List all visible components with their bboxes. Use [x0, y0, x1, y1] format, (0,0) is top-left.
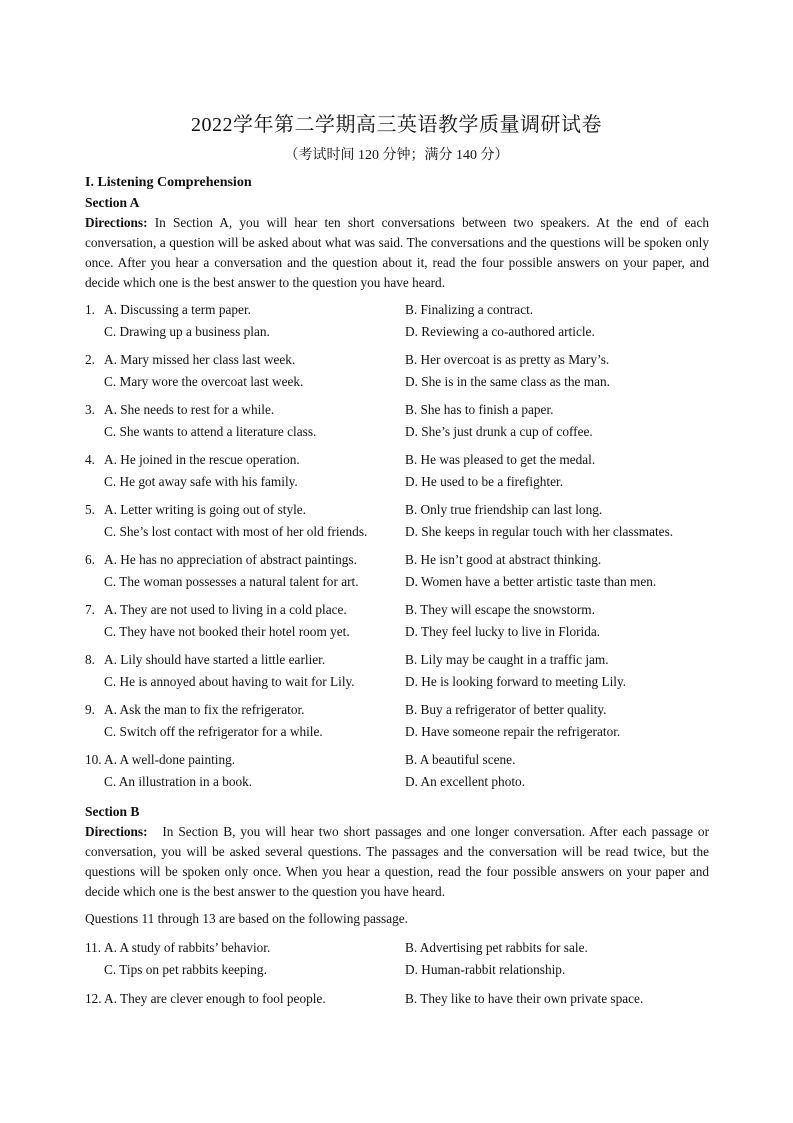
option-b: B. Advertising pet rabbits for sale.: [405, 940, 588, 955]
option-c: C. The woman possesses a natural talent for art.: [104, 574, 359, 589]
option-b: B. He was pleased to get the medal.: [405, 452, 596, 467]
option-c: C. He got away safe with his family.: [104, 474, 298, 489]
option-d: D. She is in the same class as the man.: [405, 374, 610, 389]
option-a: A. Mary missed her class last week.: [104, 352, 296, 367]
option-d: D. She keeps in regular touch with her classmates.: [405, 524, 674, 539]
option-a: A. Letter writing is going out of style.: [104, 502, 307, 517]
question-number: 2.: [85, 352, 95, 367]
option-a: A. He has no appreciation of abstract paintings.: [104, 552, 357, 567]
option-b: B. Finalizing a contract.: [405, 302, 534, 317]
question-number: 6.: [85, 552, 95, 567]
question-number: 5.: [85, 502, 95, 517]
option-d: D. Have someone repair the refrigerator.: [405, 724, 621, 739]
directions-label: Directions:: [85, 215, 148, 230]
question-number: 8.: [85, 652, 95, 667]
directions-text: In Section A, you will hear ten short conversations between two speakers. At the end of each conversation, a question will be asked about what was said. The conversations and the questions will be spoken only once. After you hear a conversation and the question about it, read the four possible answers on your paper, and decide which one is the best answer to the question you have heard.: [85, 215, 709, 290]
directions-text: In Section B, you will hear two short passages and one longer conversation. After each passage or conversation, you will be asked several questions. The passages and the conversation will be read twice, but the questions will be spoken only once. When you hear a question, read the four possible answers on your paper and decide which one is the best answer to the question you have heard.: [85, 824, 713, 899]
option-b: B. A beautiful scene.: [405, 752, 516, 767]
option-c: C. They have not booked their hotel room yet.: [104, 624, 350, 639]
option-b: B. Lily may be caught in a traffic jam.: [405, 652, 609, 667]
option-a: A. A study of rabbits’ behavior.: [104, 940, 271, 955]
question-number: 4.: [85, 452, 95, 467]
option-d: D. He used to be a firefighter.: [405, 474, 564, 489]
question-number: 11.: [85, 940, 102, 955]
option-d: D. He is looking forward to meeting Lily.: [405, 674, 627, 689]
option-a: A. They are clever enough to fool people.: [104, 991, 326, 1006]
part1-heading: I. Listening Comprehension: [85, 175, 252, 190]
question-number: 1.: [85, 302, 95, 317]
option-d: D. Reviewing a co-authored article.: [405, 324, 595, 339]
option-a: A. She needs to rest for a while.: [104, 402, 275, 417]
question-number: 10.: [85, 752, 102, 767]
option-d: D. They feel lucky to live in Florida.: [405, 624, 601, 639]
question-number: 12.: [85, 991, 102, 1006]
option-d: D. Human-rabbit relationship.: [405, 962, 566, 977]
option-c: C. He is annoyed about having to wait for Lily.: [104, 674, 355, 689]
section-a-directions: [85, 213, 709, 293]
option-a: A. Ask the man to fix the refrigerator.: [104, 702, 305, 717]
option-a: A. A well-done painting.: [104, 752, 236, 767]
option-c: C. An illustration in a book.: [104, 774, 253, 789]
option-b: B. Her overcoat is as pretty as Mary’s.: [405, 352, 610, 367]
exam-subtitle: （考试时间 120 分钟；满分 140 分）: [284, 148, 509, 163]
passage-intro: Questions 11 through 13 are based on the following passage.: [85, 911, 409, 926]
option-a: A. Lily should have started a little earlier.: [104, 652, 326, 667]
option-c: C. Drawing up a business plan.: [104, 324, 270, 339]
option-a: A. Discussing a term paper.: [104, 302, 251, 317]
option-b: B. They will escape the snowstorm.: [405, 602, 595, 617]
section-a-heading: Section A: [85, 195, 140, 210]
option-a: A. They are not used to living in a cold place.: [104, 602, 347, 617]
exam-title: 2022学年第二学期高三英语教学质量调研试卷: [191, 114, 602, 136]
option-d: D. Women have a better artistic taste than men.: [405, 574, 657, 589]
option-c: C. She’s lost contact with most of her old friends.: [104, 524, 368, 539]
question-number: 7.: [85, 602, 95, 617]
option-c: C. Mary wore the overcoat last week.: [104, 374, 304, 389]
option-b: B. Only true friendship can last long.: [405, 502, 603, 517]
option-c: C. She wants to attend a literature class.: [104, 424, 317, 439]
option-d: D. An excellent photo.: [405, 774, 526, 789]
directions-label: Directions:: [85, 824, 148, 839]
option-c: C. Tips on pet rabbits keeping.: [104, 962, 267, 977]
option-b: B. He isn’t good at abstract thinking.: [405, 552, 602, 567]
option-a: A. He joined in the rescue operation.: [104, 452, 300, 467]
option-c: C. Switch off the refrigerator for a while.: [104, 724, 323, 739]
option-b: B. They like to have their own private space.: [405, 991, 644, 1006]
option-b: B. Buy a refrigerator of better quality.: [405, 702, 607, 717]
question-number: 3.: [85, 402, 95, 417]
section-b-directions: [85, 822, 713, 902]
option-b: B. She has to finish a paper.: [405, 402, 554, 417]
section-b-heading: Section B: [85, 804, 140, 819]
option-d: D. She’s just drunk a cup of coffee.: [405, 424, 593, 439]
question-number: 9.: [85, 702, 95, 717]
